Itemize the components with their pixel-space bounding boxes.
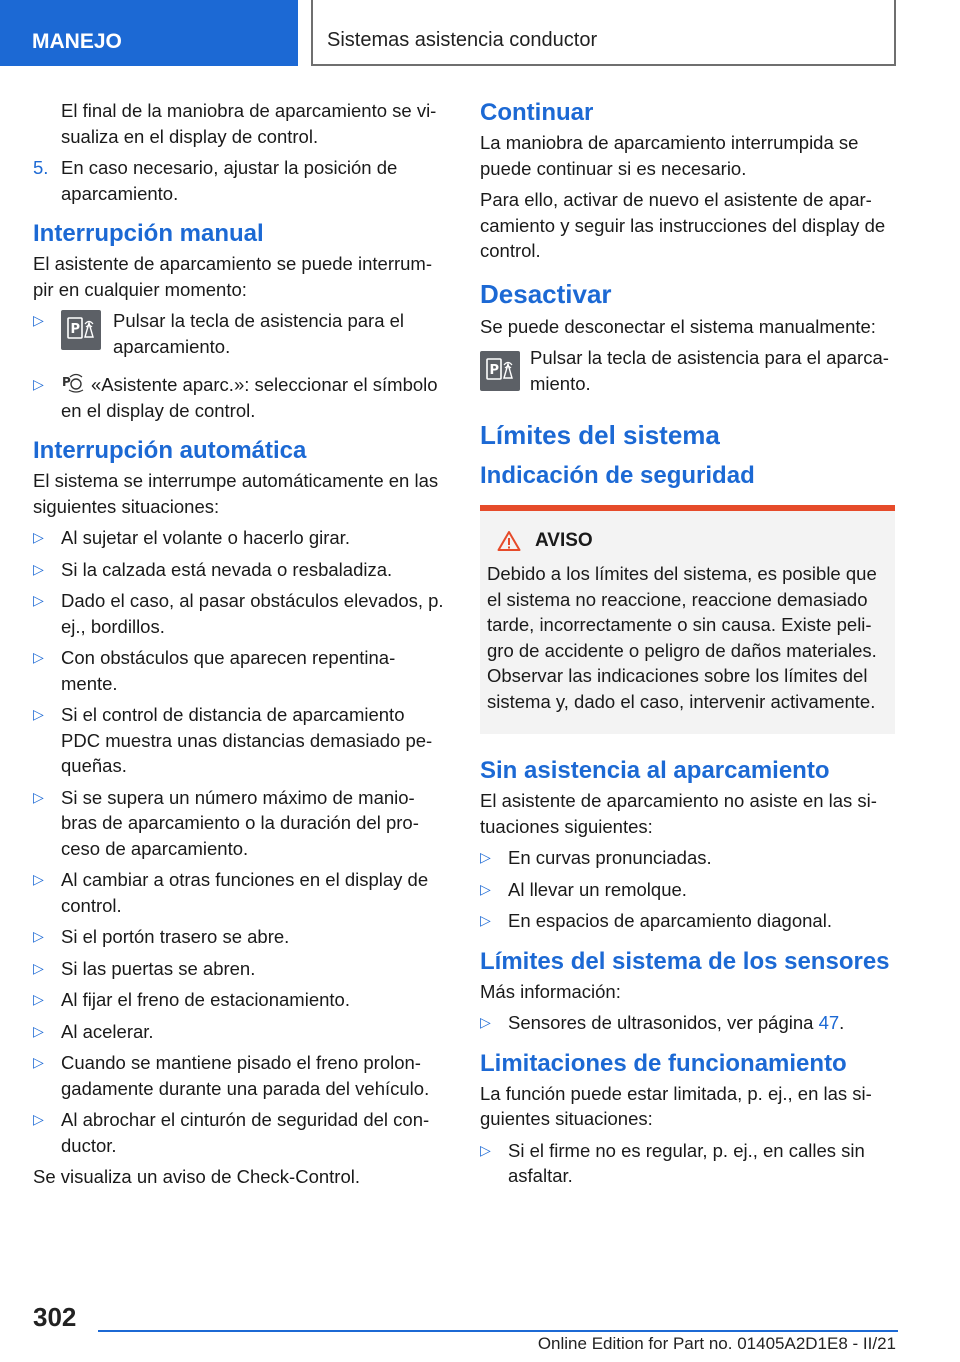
list-item-text: Con obstáculos que aparecen repentina-mente. — [61, 647, 396, 694]
warning-triangle-icon — [497, 530, 521, 552]
list-item-text: «Asistente aparc.»: seleccionar el símbolo en el display de control. — [61, 374, 438, 421]
chapter-title: Sistemas asistencia conductor — [311, 0, 896, 66]
deactivate-intro: Se puede desconectar el sistema manualmente: — [480, 315, 876, 337]
svg-text:P: P — [70, 322, 81, 337]
svg-text:P: P — [489, 363, 500, 378]
bullet-icon: ▷ — [33, 312, 44, 328]
list-item — [33, 702, 448, 779]
step-text: En caso necesario, ajustar la posición de aparcamiento. — [61, 157, 398, 204]
list-item — [33, 1050, 448, 1101]
list-item — [33, 372, 448, 423]
heading-safety: Indicación de seguridad — [480, 462, 755, 489]
bullet-icon: ▷ — [33, 788, 44, 805]
bullet-icon: ▷ — [33, 376, 44, 392]
list-item-end: . — [839, 1012, 845, 1033]
list-item-text: Al fijar el freno de estacionamiento. — [61, 989, 350, 1010]
heading-deactivate: Desactivar — [480, 278, 612, 309]
sensors-list — [480, 1010, 895, 1036]
list-item-text: Al cambiar a otras funciones en el display de control. — [61, 869, 429, 916]
footer-edition: Online Edition for Part no. 01405A2D1E8 - II/21 — [537, 1334, 896, 1353]
heading-system-limits: Límites del sistema — [480, 420, 720, 450]
list-item — [33, 987, 448, 1013]
manual-list — [33, 308, 448, 423]
list-item — [33, 557, 448, 583]
list-item-text: Si las puertas se abren. — [61, 957, 256, 979]
list-item — [33, 956, 448, 982]
list-item — [480, 845, 895, 871]
parking-assist-symbol-icon — [61, 373, 87, 393]
heading-continue: Continuar — [480, 99, 594, 126]
bullet-icon: ▷ — [480, 912, 491, 928]
bullet-icon: ▷ — [480, 1141, 491, 1158]
list-item-text: Si se supera un número máximo de manio-bras de aparcamiento o la duración del pro-ceso de aparcamiento. — [61, 786, 419, 859]
step-continuation — [33, 98, 448, 149]
step-number: 5. — [33, 157, 49, 178]
warning-title — [487, 529, 887, 553]
deactivate-key-row — [480, 345, 895, 397]
list-item — [480, 877, 895, 903]
list-item-text: Cuando se mantiene pisado el freno prolon-gadamente durante una parada del vehículo. — [61, 1052, 430, 1099]
list-item — [480, 1138, 895, 1189]
heading-sensor-limits: Límites del sistema de los sensores — [480, 947, 890, 975]
list-item-text: Al sujetar el volante o hacerlo girar. — [61, 527, 350, 548]
heading-automatic-interruption: Interrupción automática — [33, 437, 307, 464]
step-continuation-text: El final de la maniobra de aparcamiento se vi-sualiza en el display de control. — [61, 100, 437, 147]
sensors-intro: Más información: — [480, 980, 621, 1002]
bullet-icon: ▷ — [33, 928, 44, 944]
list-item — [33, 785, 448, 862]
parking-assist-key-icon — [61, 310, 101, 350]
bullet-icon: ▷ — [33, 1022, 44, 1039]
list-item — [480, 908, 895, 934]
list-item-text: Al acelerar. — [61, 1020, 154, 1042]
list-item — [33, 1019, 448, 1045]
bullet-icon: ▷ — [33, 529, 44, 545]
page-link[interactable]: 47 — [818, 1012, 840, 1033]
bullet-icon: ▷ — [33, 592, 44, 608]
list-item — [33, 1107, 448, 1158]
auto-list — [33, 525, 448, 1158]
bullet-icon: ▷ — [33, 991, 44, 1007]
bullet-icon: ▷ — [33, 959, 44, 976]
list-item-text: Si el firme no es regular, p. ej., en calles sin asfaltar. — [508, 1139, 865, 1186]
func-intro: La función puede estar limitada, p. ej., en las si-guientes situaciones: — [480, 1082, 872, 1129]
list-item — [33, 924, 448, 950]
parking-assist-key-icon — [480, 351, 520, 391]
page-header — [0, 0, 960, 66]
heading-no-assist: Sin asistencia al aparcamiento — [480, 757, 830, 784]
bullet-icon: ▷ — [480, 849, 491, 865]
bullet-icon: ▷ — [480, 1014, 491, 1030]
bullet-icon: ▷ — [33, 1054, 44, 1070]
list-item-text: Sensores de ultrasonidos, ver página — [508, 1012, 819, 1033]
auto-outro: Se visualiza un aviso de Check-Control. — [33, 1166, 360, 1187]
list-item — [480, 1010, 895, 1036]
bullet-icon: ▷ — [33, 706, 44, 722]
warning-title-text: AVISO — [535, 530, 593, 551]
list-item-text: En espacios de aparcamiento diagonal. — [508, 910, 832, 931]
step-list — [33, 98, 448, 206]
func-list — [480, 1138, 895, 1189]
heading-manual-interruption: Interrupción manual — [33, 220, 264, 247]
list-item — [33, 645, 448, 696]
list-item-text: Si la calzada está nevada o resbaladiza. — [61, 558, 393, 580]
footer-divider — [98, 1330, 898, 1332]
deactivate-key-text: Pulsar la tecla de asistencia para el aparca-miento. — [530, 347, 889, 394]
continue-para-1: La maniobra de aparcamiento interrumpida se puede continuar si es necesario. — [480, 132, 859, 179]
noassist-list — [480, 845, 895, 934]
list-item-text: Si el control de distancia de aparcamiento PDC muestra unas distancias demasiado pe-queñas. — [61, 704, 433, 776]
left-column — [33, 98, 448, 1196]
bullet-icon: ▷ — [33, 1111, 44, 1127]
list-item — [33, 588, 448, 639]
list-item-text: Dado el caso, al pasar obstáculos elevados, p. ej., bordillos. — [61, 590, 444, 637]
bullet-icon: ▷ — [33, 649, 44, 665]
bullet-icon: ▷ — [33, 560, 44, 577]
section-tab: MANEJO — [0, 0, 298, 66]
page-number: 302 — [33, 1302, 77, 1332]
warning-text: Debido a los límites del sistema, es posible que el sistema no reaccione, reaccione demasiado tarde, incorrectamente o sin causa. Existe peli-gro de accidente o peligro de daños materiales. Observar las indicaciones sobre los límites del sistema y, dado el caso, intervenir activamente. — [487, 563, 877, 712]
list-item — [33, 867, 448, 918]
step-5 — [33, 155, 448, 206]
bullet-icon: ▷ — [33, 871, 44, 887]
list-item — [33, 525, 448, 551]
auto-intro: El sistema se interrumpe automáticamente en las siguientes situaciones: — [33, 470, 439, 517]
right-column — [480, 98, 895, 1195]
list-item-text: En curvas pronunciadas. — [508, 847, 712, 868]
manual-intro: El asistente de aparcamiento se puede interrum-pir en cualquier momento: — [33, 253, 432, 300]
list-item — [33, 308, 448, 366]
list-item-text: Si el portón trasero se abre. — [61, 926, 290, 947]
list-item-text: Pulsar la tecla de asistencia para el aparcamiento. — [113, 310, 405, 357]
warning-box — [480, 505, 895, 734]
noassist-intro: El asistente de aparcamiento no asiste en las si-tuaciones siguientes: — [480, 790, 877, 837]
list-item-text: Al llevar un remolque. — [508, 878, 687, 900]
list-item-text: Al abrochar el cinturón de seguridad del con-ductor. — [61, 1109, 430, 1156]
heading-functional-limits: Limitaciones de funcionamiento — [480, 1049, 847, 1077]
continue-para-2: Para ello, activar de nuevo el asistente de apar-camiento y seguir las instrucciones del display de control. — [480, 189, 886, 261]
bullet-icon: ▷ — [480, 880, 491, 897]
svg-text:P: P — [62, 375, 71, 389]
